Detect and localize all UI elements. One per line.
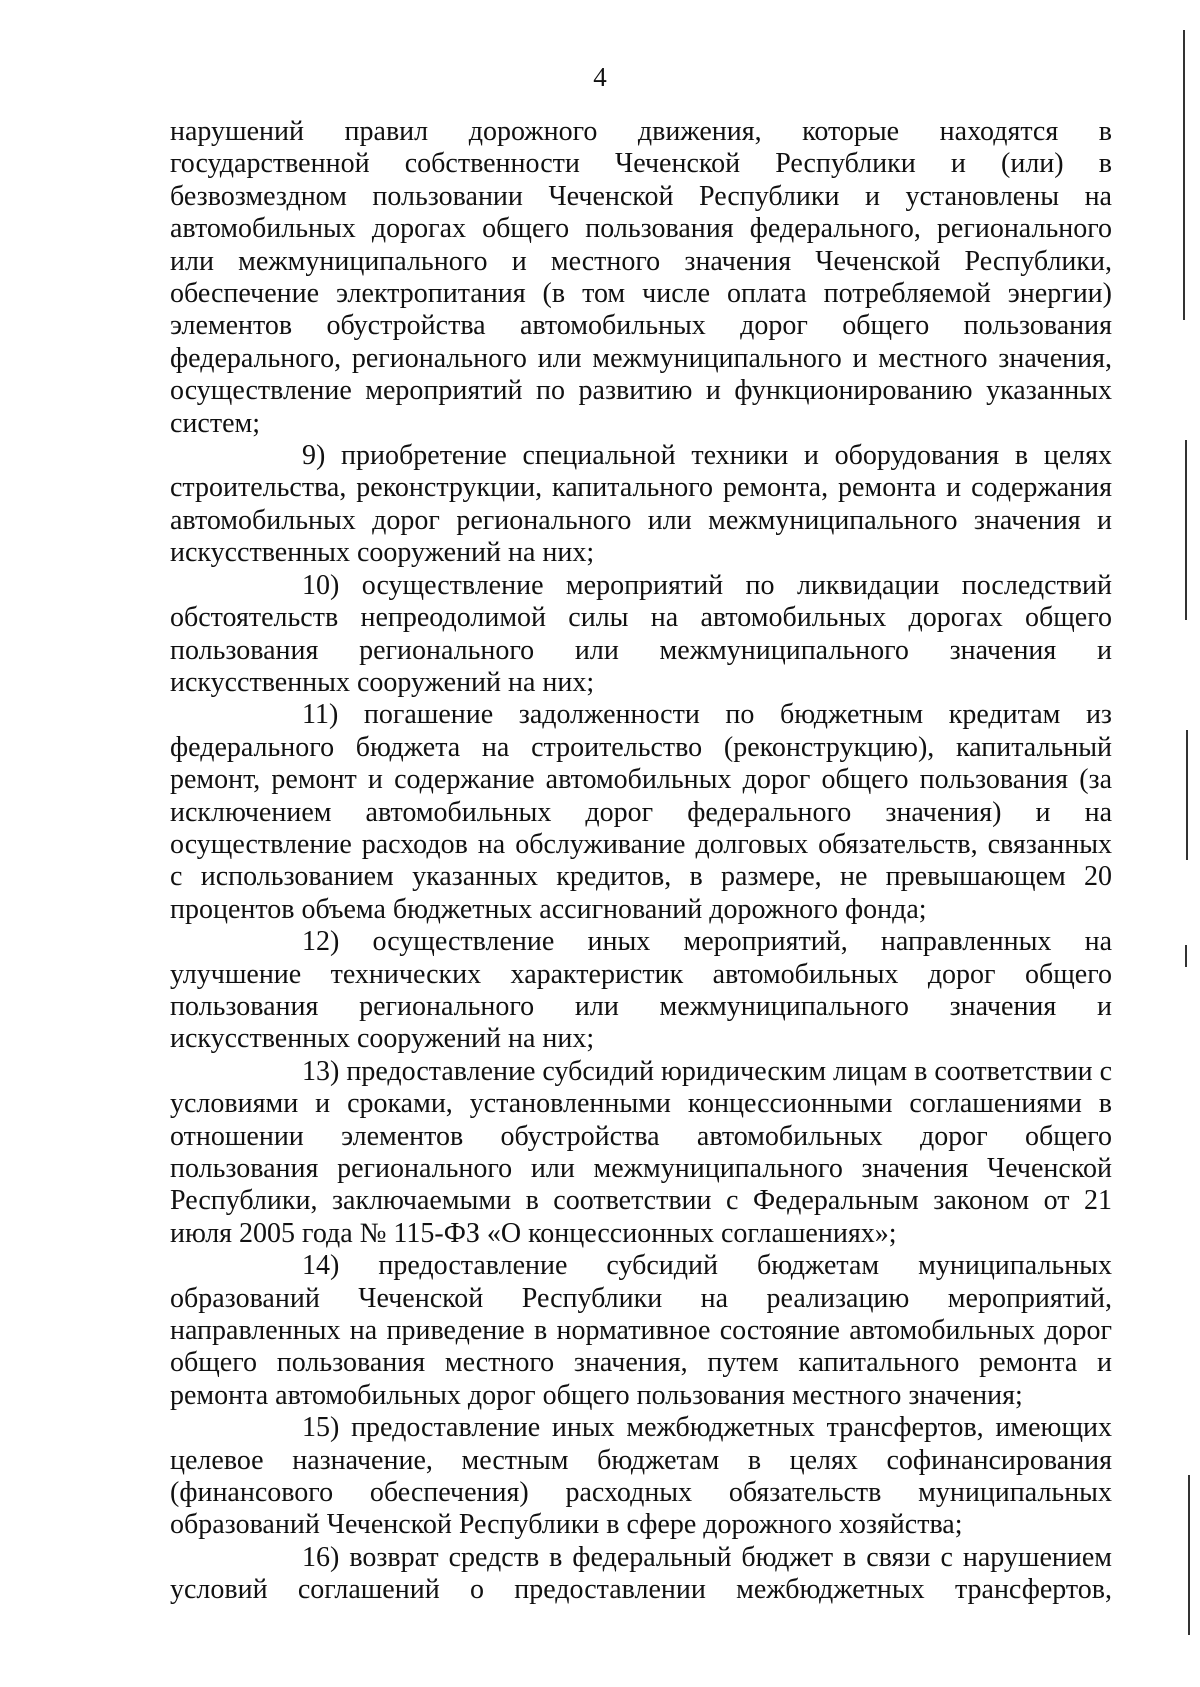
- paragraph-text: нарушений правил дорожного движения, которые находятся в государственной собственности Чеченской Республики и (или) в безвозмездном пользовании Чеченской Республики и установлены на автомобильных дорогах общего пользования федерального, регионального или межмуниципального и местного значения Чеченской Республики, обеспечение электропитания (в том числе оплата потребляемой энергии) элементов обустройства автомобильных дорог общего пользования федерального, регионального или межмуниципального и местного значения, осуществление мероприятий по развитию и функционированию указанных систем;: [170, 116, 1112, 439]
- document-body: [170, 116, 1112, 1607]
- list-item-text: предоставление субсидий юридическим лицам в соответствии с условиями и сроками, установленными концессионными соглашениями в отношении элементов обустройства автомобильных дорог общего пользования регионального или межмуниципального значения Чеченской Республики, заключаемыми в соответствии с Федеральным законом от 21 июля 2005 года № 115-ФЗ «О концессионных соглашениях»;: [170, 1055, 1113, 1249]
- list-item-10: [170, 570, 1112, 700]
- list-item-11: [170, 699, 1112, 926]
- list-item-text: осуществление иных мероприятий, направленных на улучшение технических характеристик автомобильных дорог общего пользования регионального или межмуниципального значения и искусственных сооружений на них;: [170, 926, 1113, 1055]
- list-item-number: 11): [302, 699, 339, 731]
- list-item-number: 14): [302, 1250, 340, 1282]
- list-item-number: 15): [302, 1412, 340, 1444]
- list-item-text: приобретение специальной техники и оборудования в целях строительства, реконструкции, капитального ремонта, ремонта и содержания автомобильных дорог регионального или межмуниципального значения и искусственных сооружений на них;: [170, 440, 1113, 569]
- scan-artifact-line: [1186, 730, 1188, 860]
- list-item-number: 13): [302, 1055, 340, 1087]
- list-item-13: [170, 1056, 1112, 1250]
- list-item-text: осуществление мероприятий по ликвидации последствий обстоятельств непреодолимой силы на автомобильных дорогах общего пользования регионального или межмуниципального значения и искусственных сооружений на них;: [170, 569, 1112, 698]
- list-item-number: 16): [302, 1541, 340, 1573]
- paragraph-continuation: [170, 116, 1112, 440]
- list-item-9: [170, 440, 1112, 570]
- list-item-14: [170, 1250, 1112, 1412]
- list-item-number: 12): [302, 926, 340, 958]
- list-item-12: [170, 926, 1112, 1056]
- list-item-text: предоставление иных межбюджетных трансфертов, имеющих целевое назначение, местным бюджетам в целях софинансирования (финансового обеспечения) расходных обязательств муниципальных образований Чеченской Республики в сфере дорожного хозяйства;: [170, 1412, 1113, 1541]
- list-item-text: возврат средств в федеральный бюджет в связи с нарушением условий соглашений о предоставлении межбюджетных трансфертов,: [170, 1541, 1113, 1606]
- list-item-16: [170, 1542, 1112, 1607]
- list-item-text: предоставление субсидий бюджетам муниципальных образований Чеченской Республики на реализацию мероприятий, направленных на приведение в нормативное состояние автомобильных дорог общего пользования местного значения, путем капитального ремонта и ремонта автомобильных дорог общего пользования местного значения;: [170, 1250, 1112, 1411]
- scan-artifact-line: [1188, 1475, 1190, 1635]
- list-item-number: 9): [302, 440, 326, 472]
- list-item-number: 10): [302, 569, 340, 601]
- scan-artifact-line: [1183, 30, 1185, 320]
- page-number: 4: [593, 62, 607, 92]
- scan-artifact-line: [1185, 945, 1187, 967]
- scan-artifact-line: [1185, 440, 1187, 620]
- list-item-text: погашение задолженности по бюджетным кредитам из федерального бюджета на строительство (реконструкцию), капитальный ремонт, ремонт и содержание автомобильных дорог общего пользования (за исключением автомобильных дорог федерального значения) и на осуществление расходов на обслуживание долговых обязательств, связанных с использованием указанных кредитов, в размере, не превышающем 20 процентов объема бюджетных ассигнований дорожного фонда;: [170, 699, 1112, 925]
- list-item-15: [170, 1412, 1112, 1542]
